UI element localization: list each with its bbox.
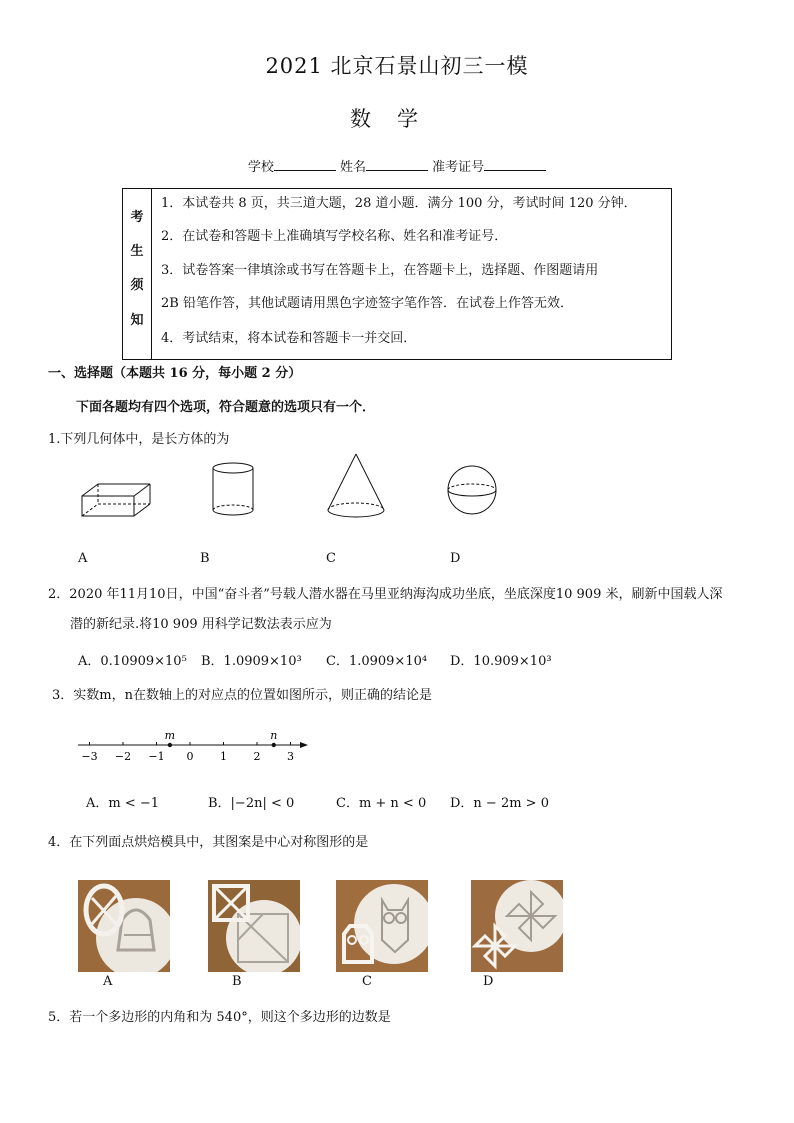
- section-instruction: 下面各题均有四个选项，符合题意的选项只有一个．: [76, 400, 376, 415]
- q4-option-label[interactable]: B: [232, 974, 242, 989]
- number-line-tick-label: 2: [253, 750, 261, 763]
- number-line-tick-label: −3: [81, 750, 98, 763]
- notice-line: 3．试卷答案一律填涂或书写在答题卡上，在答题卡上，选择题、作图题请用: [161, 263, 599, 278]
- q1-figures: [70, 448, 520, 528]
- school-blank[interactable]: [274, 158, 336, 171]
- number-line-tick-label: −1: [148, 750, 165, 763]
- notice-line: 1．本试卷共 8 页，共三道大题，28 道小题．满分 100 分，考试时间 120 分钟．: [161, 196, 637, 211]
- question-2-line2: 潜的新纪录.将10 909 用科学记数法表示应为: [70, 617, 332, 632]
- q3-option-a[interactable]: A．m < −1: [86, 796, 160, 811]
- number-line-tick-label: 0: [186, 750, 194, 763]
- question-2-line1: 2．2020 年11月10日，中国“奋斗者”号载人潜水器在马里亚纳海沟成功坐底，坐底深度10 909 米，刷新中国载人深: [48, 587, 723, 602]
- mold-photo-c: [336, 880, 428, 972]
- section-heading: 一、选择题（本题共 16 分，每小题 2 分）: [48, 366, 302, 381]
- number-line-point-label: n: [270, 729, 278, 742]
- name-blank[interactable]: [366, 158, 428, 171]
- notice-line: 2．在试卷和答题卡上准确填写学校名称、姓名和准考证号．: [161, 229, 508, 244]
- number-line-tick-label: −2: [114, 750, 132, 763]
- q1-option-label[interactable]: C: [326, 551, 336, 566]
- number-line-tick-label: 3: [287, 750, 294, 763]
- number-line-point-m: [168, 743, 172, 747]
- page-title: 2021 北京石景山初三一模: [265, 54, 529, 78]
- student-info-row: [0, 156, 794, 175]
- cone-icon: [328, 454, 384, 517]
- q3-option-d[interactable]: D．n − 2m > 0: [450, 796, 549, 811]
- school-label: 学校: [247, 160, 274, 175]
- exam-notice-box: [122, 188, 672, 360]
- q3-option-b[interactable]: B．|−2n| < 0: [208, 796, 295, 811]
- exam-id-label: 准考证号: [432, 160, 485, 175]
- notice-side-char: 考: [130, 210, 144, 225]
- number-line-point-n: [272, 743, 276, 747]
- q2-option-b[interactable]: B．1.0909×10³: [201, 654, 302, 669]
- notice-side-char: 知: [130, 313, 144, 328]
- number-line: [70, 725, 320, 770]
- notice-line: 4．考试结束，将本试卷和答题卡一并交回．: [161, 331, 417, 346]
- q1-option-label[interactable]: A: [78, 551, 88, 566]
- q2-option-d[interactable]: D．10.909×10³: [450, 654, 552, 669]
- q2-option-a[interactable]: A．0.10909×10⁵: [78, 654, 187, 669]
- q2-option-c[interactable]: C．1.0909×10⁴: [326, 654, 428, 669]
- mold-photo-d: [471, 880, 563, 972]
- q1-option-label[interactable]: B: [200, 551, 210, 566]
- number-line-point-label: m: [164, 729, 176, 742]
- number-line-tick-label: 1: [220, 750, 227, 763]
- question-4-text: 4．在下列面点烘焙模具中，其图案是中心对称图形的是: [48, 835, 369, 850]
- mold-photo-a: [78, 880, 170, 972]
- q4-option-label[interactable]: C: [362, 974, 372, 989]
- q4-option-label[interactable]: A: [103, 974, 113, 989]
- subject-title: 数学: [350, 107, 444, 131]
- notice-side-char: 须: [130, 278, 144, 293]
- question-1-text: 1.下列几何体中，是长方体的为: [48, 432, 230, 447]
- q1-option-label[interactable]: D: [450, 551, 461, 566]
- mold-photo-b: [208, 880, 300, 972]
- sphere-icon: [448, 466, 496, 514]
- question-5-text: 5．若一个多边形的内角和为 540°，则这个多边形的边数是: [48, 1010, 391, 1025]
- cylinder-icon: [213, 463, 253, 515]
- name-label: 姓名: [339, 160, 366, 175]
- exam-id-blank[interactable]: [484, 158, 546, 171]
- q4-option-label[interactable]: D: [483, 974, 494, 989]
- notice-side-label: [123, 189, 152, 359]
- notice-side-char: 生: [130, 244, 144, 259]
- number-line-arrow: [300, 742, 308, 748]
- notice-line: 2B 铅笔作答，其他试题请用黑色字迹签字笔作答．在试卷上作答无效．: [161, 296, 573, 311]
- cuboid-icon: [82, 484, 150, 516]
- question-3-text: 3．实数m，n在数轴上的对应点的位置如图所示，则正确的结论是: [52, 688, 432, 703]
- q3-option-c[interactable]: C．m + n < 0: [336, 796, 427, 811]
